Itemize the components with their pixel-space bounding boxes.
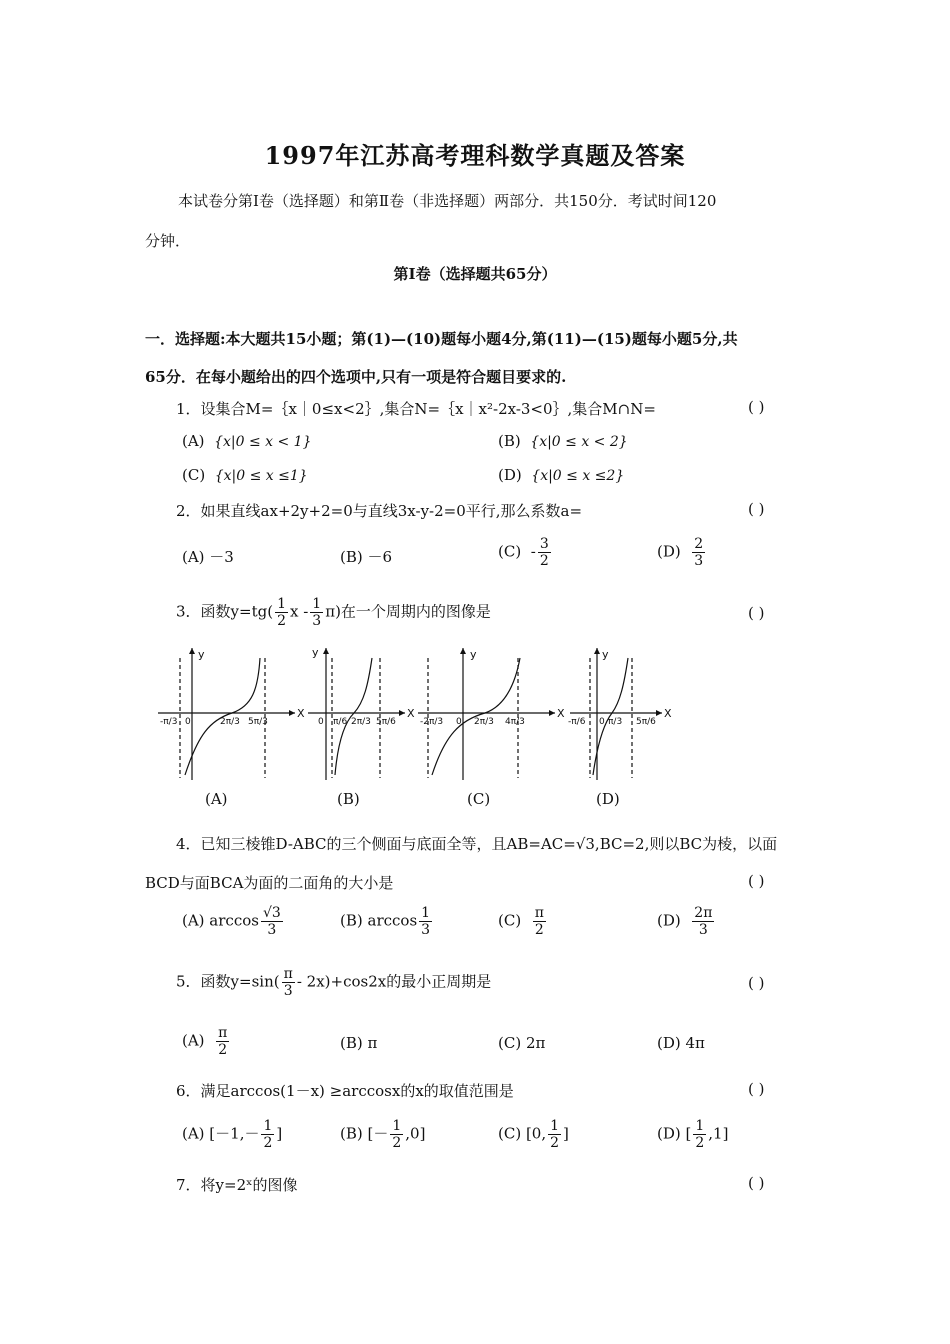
graph-b-tick-3: 5π/6: [376, 717, 396, 727]
graph-d-tick-2: π/3: [608, 717, 623, 727]
q3-stem-pre: 3．函数y=tg(: [176, 602, 274, 621]
q1-stem: 1．设集合M=｛x｜0≤x<2｝,集合N=｛x｜x²-2x-3<0｝,集合M∩N=: [176, 400, 656, 418]
q6-option-a: [182, 1118, 282, 1151]
q3-f1-num: 1: [277, 596, 286, 612]
q5-a-label: (A): [182, 1031, 205, 1050]
q2-answer-paren: ( ): [748, 500, 765, 518]
q5-option-c: (C) 2π: [498, 1034, 546, 1052]
q3-mid: x -: [290, 602, 309, 621]
graph-d-tick-3: 5π/6: [636, 717, 656, 727]
graph-d-y-arrow: [594, 648, 600, 654]
q1-option-a: [182, 432, 312, 450]
q4-answer-paren: ( ): [748, 872, 765, 890]
q3-graphs: [140, 640, 680, 790]
q5-option-b: (B) π: [340, 1034, 378, 1052]
q4-stem-line-1: 4．已知三棱锥D-ABC的三个侧面与底面全等，且AB=AC=√3,BC=2,则以BC为棱，以面: [176, 835, 778, 853]
part1-instructions-1: 一．选择题:本大题共15小题；第(1)—(10)题每小题4分,第(11)—(15)题每小题5分,共: [145, 330, 738, 348]
q6-d-den: 2: [695, 1135, 705, 1151]
q6-b-num: 1: [392, 1118, 402, 1134]
q4-b-den: 3: [421, 922, 431, 938]
q6-b-den: 2: [392, 1135, 402, 1151]
graph-a: [158, 648, 295, 780]
q4-d-fraction: [692, 905, 714, 938]
q4-option-c: [498, 905, 548, 938]
q3-frac-2: [310, 596, 323, 629]
page-title: 1997年江苏高考理科数学真题及答案: [264, 141, 686, 170]
q6-c-pre: (C) [0,: [498, 1124, 547, 1143]
q4-a-label: (A) arccos: [182, 911, 259, 930]
q6-b-fraction: [390, 1118, 403, 1151]
q4-stem-line-2: BCD与面BCA为面的二面角的大小是: [145, 874, 394, 892]
q4-a-den: 3: [267, 922, 277, 938]
q5-stem: [176, 966, 491, 999]
graph-a-tick-2: 2π/3: [220, 717, 240, 727]
part1-instructions-2: 65分．在每小题给出的四个选项中,只有一项是符合题目要求的.: [145, 368, 567, 386]
q3-answer-paren: ( ): [748, 604, 765, 622]
q1-a-label: (A): [182, 432, 205, 450]
q7-answer-paren: ( ): [748, 1174, 765, 1192]
q5-a-den: 2: [218, 1042, 228, 1058]
q6-d-num: 1: [695, 1118, 705, 1134]
graph-b-x-label: X: [407, 707, 415, 720]
q2-c-sign: -: [530, 542, 536, 561]
q1-b-set: {x|0 ≤ x < 2}: [530, 434, 628, 450]
q4-b-label: (B) arccos: [340, 911, 418, 930]
q3-f1-den: 2: [277, 613, 286, 629]
q4-c-num: π: [534, 905, 544, 921]
q1-d-set: {x|0 ≤ x ≤2}: [531, 468, 625, 484]
q2-d-fraction: [692, 536, 705, 569]
q4-d-den: 3: [698, 922, 708, 938]
q6-option-c: [498, 1118, 569, 1151]
graph-d-x-arrow: [656, 710, 662, 716]
graph-b: [308, 648, 405, 780]
q2-d-den: 3: [694, 553, 704, 569]
q6-option-b: [340, 1118, 425, 1151]
graph-d-y-label: y: [602, 648, 609, 661]
graph-c-x-label: X: [557, 707, 565, 720]
q2-c-den: 2: [539, 553, 549, 569]
q5-a-fraction: [216, 1025, 229, 1058]
q4-d-label: (D): [657, 911, 681, 930]
q2-d-num: 2: [694, 536, 704, 552]
q4-d-num: 2π: [694, 905, 713, 921]
graph-d-x-label: X: [664, 707, 672, 720]
q4-c-fraction: [533, 905, 546, 938]
q2-option-d: [657, 536, 707, 569]
q6-a-pre: (A) [－1,－: [182, 1124, 260, 1143]
q6-a-den: 2: [263, 1135, 273, 1151]
q6-c-post: ]: [563, 1124, 569, 1143]
q7-stem: 7．将y=2ˣ的图像: [176, 1176, 298, 1194]
q3-frac-1: [275, 596, 288, 629]
q6-b-pre: (B) [－: [340, 1124, 389, 1143]
q3-f2-den: 3: [312, 613, 322, 629]
graph-b-y-label: y: [312, 646, 319, 659]
q6-d-pre: (D) [: [657, 1124, 692, 1143]
graph-b-tick-2: 2π/3: [351, 717, 371, 727]
q2-c-num: 3: [539, 536, 549, 552]
q1-d-label: (D): [498, 466, 522, 484]
q4-a-num: √3: [262, 905, 281, 921]
graph-c-tick-2: 2π/3: [474, 717, 494, 727]
q6-option-d: [657, 1118, 728, 1151]
intro-line-1: 本试卷分第Ⅰ卷（选择题）和第Ⅱ卷（非选择题）两部分．共150分．考试时间120: [178, 192, 717, 210]
graph-b-x-arrow: [399, 710, 405, 716]
graph-a-x-arrow: [289, 710, 295, 716]
q6-b-post: ,0]: [405, 1124, 426, 1143]
graph-c-tick-1: -2π/3: [420, 717, 444, 727]
q4-c-den: 2: [534, 922, 544, 938]
q6-a-post: ]: [276, 1124, 283, 1143]
q2-option-a: (A) －3: [182, 548, 234, 566]
graph-c-origin: 0: [456, 717, 462, 727]
q1-option-c: [182, 466, 308, 484]
q5-f-den: 3: [283, 983, 293, 999]
graph-c: [418, 648, 555, 780]
q6-c-fraction: [548, 1118, 561, 1151]
q5-fraction: [282, 966, 295, 999]
q1-answer-paren: ( ): [748, 398, 765, 416]
q2-d-label: (D): [657, 542, 681, 561]
graph-d-origin: 0: [599, 717, 605, 727]
q5-option-d: (D) 4π: [657, 1034, 705, 1052]
q4-a-fraction: [261, 905, 283, 938]
q4-b-fraction: [419, 905, 432, 938]
q3-f2-num: 1: [312, 596, 322, 612]
q3-stem: [176, 596, 491, 629]
graph-c-y-label: y: [470, 648, 477, 661]
graph-d: [570, 648, 662, 780]
q6-d-fraction: [693, 1118, 706, 1151]
q2-c-label: (C): [498, 542, 522, 561]
q3-stem-post: π)在一个周期内的图像是: [325, 602, 491, 621]
q5-a-num: π: [218, 1025, 228, 1041]
q1-option-d: [498, 466, 624, 484]
graph-c-x-arrow: [549, 710, 555, 716]
q2-stem: 2．如果直线ax+2y+2=0与直线3x-y-2=0平行,那么系数a=: [176, 502, 583, 520]
q6-c-den: 2: [550, 1135, 560, 1151]
graph-a-tick-1: -π/3: [160, 717, 178, 727]
graph-caption-b: (B): [337, 790, 360, 808]
q6-stem: 6．满足arccos(1－x) ≥arccosx的x的取值范围是: [176, 1082, 514, 1100]
q5-f-num: π: [283, 966, 293, 982]
q1-c-set: {x|0 ≤ x ≤1}: [214, 468, 308, 484]
q6-a-fraction: [261, 1118, 274, 1151]
graph-d-tick-1: -π/6: [568, 717, 586, 727]
graph-a-y-label: y: [198, 648, 205, 661]
section-title: 第Ⅰ卷（选择题共65分）: [393, 265, 557, 283]
q6-d-post: ,1]: [708, 1124, 729, 1143]
q2-option-c: [498, 536, 553, 569]
graph-a-x-label: X: [297, 707, 305, 720]
graph-b-origin: 0: [318, 717, 324, 727]
intro-line-2: 分钟．: [145, 232, 191, 250]
graph-b-y-arrow: [323, 648, 329, 654]
q5-stem-pre: 5．函数y=sin(: [176, 972, 280, 991]
q1-a-set: {x|0 ≤ x < 1}: [214, 434, 312, 450]
q4-option-a: [182, 905, 285, 938]
graph-a-y-arrow: [189, 648, 195, 654]
q5-answer-paren: ( ): [748, 974, 765, 992]
q4-option-b: [340, 905, 434, 938]
graph-caption-c: (C): [467, 790, 491, 808]
graph-caption-d: (D): [596, 790, 620, 808]
graph-b-tick-1: π/6: [333, 717, 348, 727]
q1-option-b: [498, 432, 628, 450]
q6-a-num: 1: [263, 1118, 273, 1134]
q2-option-b: (B) －6: [340, 548, 393, 566]
graph-a-origin: 0: [185, 717, 191, 727]
q4-c-label: (C): [498, 911, 522, 930]
q6-c-num: 1: [550, 1118, 560, 1134]
q5-stem-post: - 2x)+cos2x的最小正周期是: [296, 972, 492, 991]
q4-option-d: [657, 905, 716, 938]
graph-c-tick-3: 4π/3: [505, 717, 525, 727]
graph-a-tick-3: 5π/3: [248, 717, 268, 727]
q5-option-a: [182, 1025, 231, 1058]
q1-c-label: (C): [182, 466, 206, 484]
q6-answer-paren: ( ): [748, 1080, 765, 1098]
graph-c-y-arrow: [460, 648, 466, 654]
graph-caption-a: (A): [205, 790, 228, 808]
q2-c-fraction: [538, 536, 551, 569]
q4-b-num: 1: [421, 905, 431, 921]
q1-b-label: (B): [498, 432, 521, 450]
